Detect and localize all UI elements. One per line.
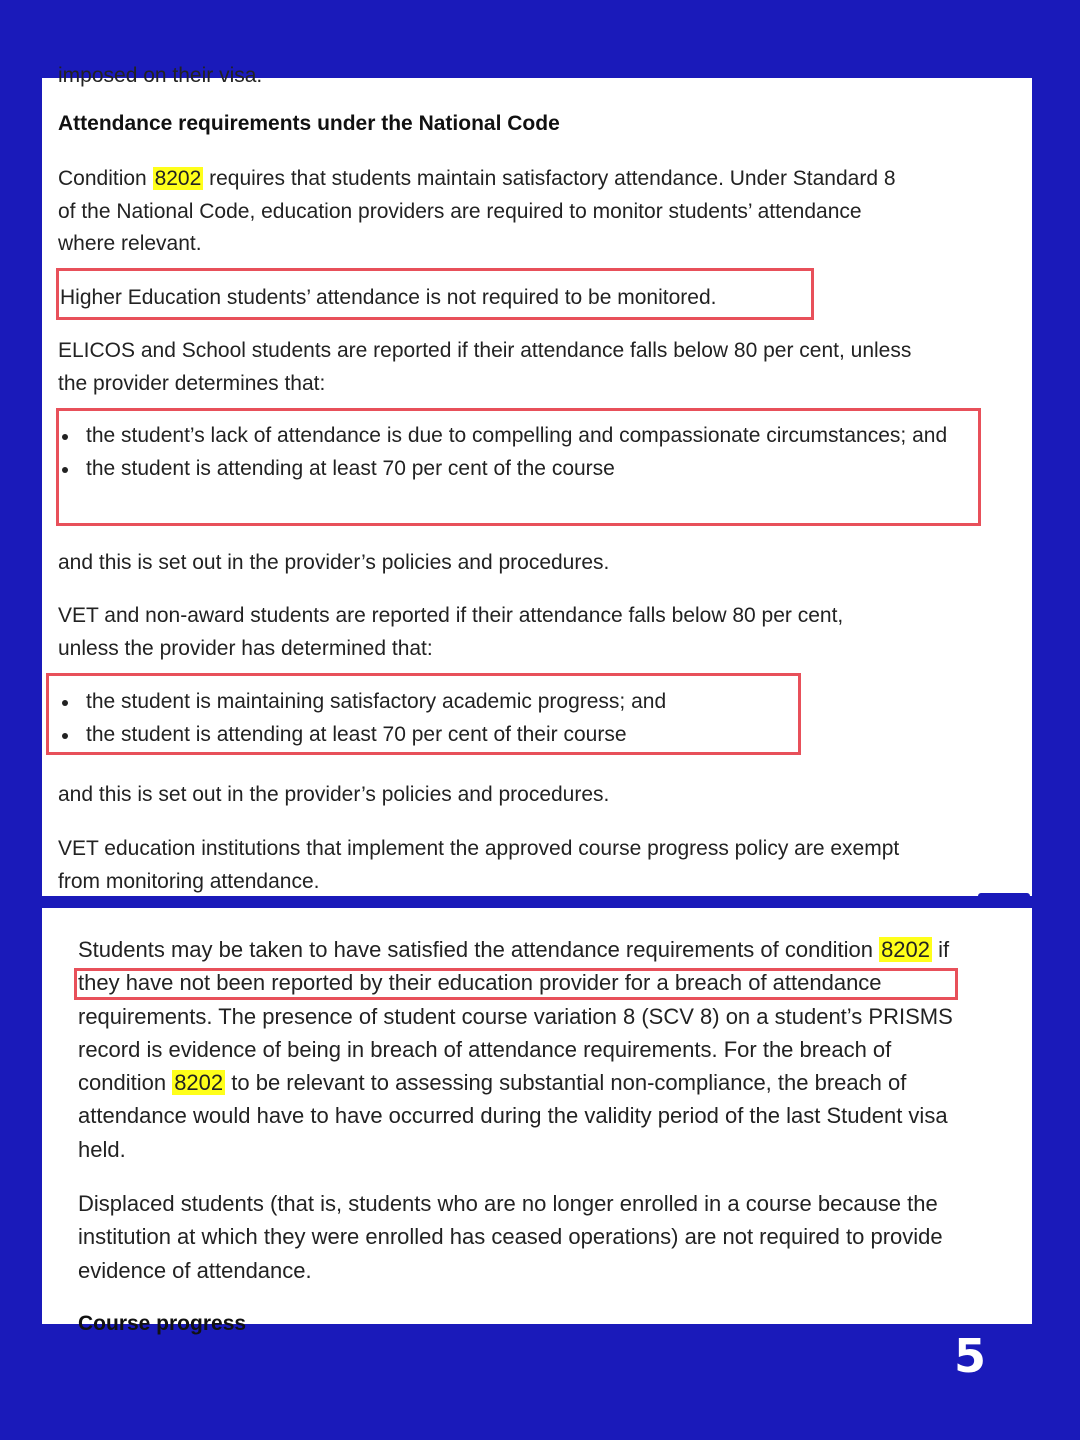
- text-line: where relevant.: [58, 232, 202, 255]
- document-panel-top: [42, 64, 1032, 896]
- text-line: the provider determines that:: [58, 371, 326, 395]
- text-line: from monitoring attendance.: [58, 869, 320, 893]
- text-line: institution at which they were enrolled has ceased operations) are not required to provide: [78, 1224, 943, 1250]
- list-item: the student is maintaining satisfactory academic progress; and: [58, 686, 788, 719]
- text-fragment: condition: [78, 1070, 173, 1096]
- text-line: of the National Code, education providers are required to monitor students’ attendance: [58, 199, 862, 223]
- text-fragment: Condition: [58, 167, 153, 190]
- text-line: requirements. The presence of student course variation 8 (SCV 8) on a student’s PRISMS: [78, 1003, 953, 1029]
- text-line: VET education institutions that implement the approved course progress policy are exempt: [58, 837, 900, 860]
- paragraph-policies: and this is set out in the provider’s policies and procedures.: [58, 551, 610, 574]
- divider-tab: [978, 893, 1030, 899]
- text-fragment: to be relevant to assessing substantial non-compliance, the breach of: [225, 1070, 907, 1096]
- text-line: unless the provider has determined that:: [58, 636, 433, 660]
- bulleted-list-vet: [58, 686, 788, 751]
- text-fragment: requires that students maintain satisfactory attendance. Under Standard 8: [203, 167, 896, 190]
- section-heading: Attendance requirements under the National Code: [58, 112, 560, 135]
- page-number: 5: [954, 1329, 987, 1383]
- paragraph-vet-exempt: [58, 833, 1018, 898]
- highlight-8202: 8202: [881, 937, 931, 962]
- paragraph-higher-education: Higher Education students’ attendance is not required to be monitored.: [60, 286, 717, 309]
- text-line: attendance would have to have occurred during the validity period of the last Student visa: [78, 1103, 948, 1129]
- text-line: evidence of attendance.: [78, 1257, 312, 1283]
- list-item: the student’s lack of attendance is due to compelling and compassionate circumstances; and: [58, 420, 968, 453]
- highlight-8202: 8202: [154, 167, 202, 190]
- text-fragment: Students may be taken to have satisfied the attendance requirements of condition: [78, 937, 880, 962]
- paragraph-elicos: [58, 335, 1018, 400]
- paragraph-policies: and this is set out in the provider’s policies and procedures.: [58, 783, 610, 806]
- cutoff-heading-bottom: Course progress: [78, 1312, 247, 1335]
- list-item: the student is attending at least 70 per cent of the course: [58, 453, 968, 486]
- text-line: they have not been reported by their education provider for a breach of attendance: [78, 970, 882, 996]
- text-line: record is evidence of being in breach of attendance requirements. For the breach of: [78, 1036, 892, 1062]
- text-line: Displaced students (that is, students who are no longer enrolled in a course because the: [78, 1191, 938, 1216]
- text-line: held.: [78, 1136, 126, 1162]
- paragraph-vet: [58, 600, 1018, 665]
- document-panel-bottom: [42, 908, 1032, 1335]
- text-line: VET and non-award students are reported if their attendance falls below 80 per cent,: [58, 604, 844, 627]
- cutoff-text-top: imposed on their visa.: [58, 64, 263, 87]
- paragraph-condition-8202: [58, 163, 1018, 261]
- text-line: ELICOS and School students are reported if their attendance falls below 80 per cent, unless: [58, 339, 912, 362]
- bulleted-list-elicos: [58, 420, 968, 485]
- paragraph-displaced-students: [78, 1187, 1018, 1287]
- list-item: the student is attending at least 70 per cent of their course: [58, 719, 788, 752]
- highlight-8202: 8202: [174, 1070, 224, 1096]
- text-fragment: if: [932, 937, 950, 962]
- paragraph-satisfied-requirements: [78, 933, 1018, 1166]
